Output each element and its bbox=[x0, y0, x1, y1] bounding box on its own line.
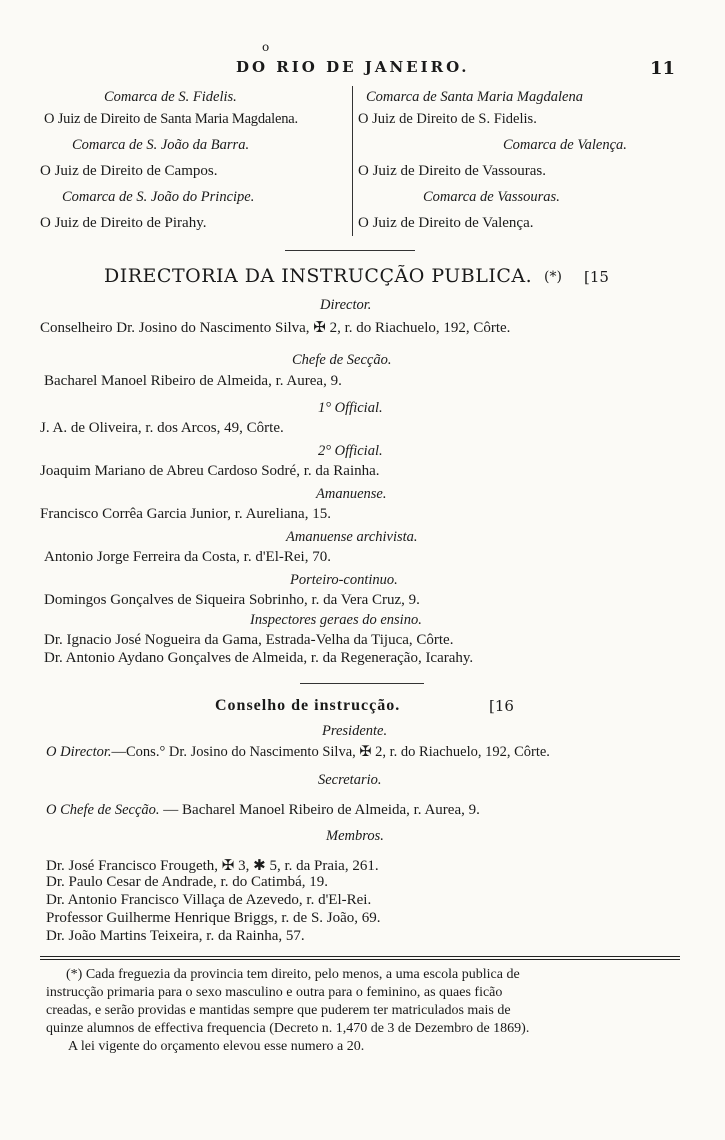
membro-entry: Dr. Paulo Cesar de Andrade, r. do Catimbá, 19. bbox=[46, 874, 329, 890]
person-entry: Domingos Gonçalves de Siqueira Sobrinho, r. da Vera Cruz, 9. bbox=[44, 592, 420, 608]
comarca-judge: O Juiz de Direito de Pirahy. bbox=[40, 215, 207, 231]
footnote-line: quinze alumnos de effectiva frequencia (Decreto n. 1,470 de 3 de Dezembro de 1869). bbox=[46, 1021, 530, 1036]
footnote-line: (*) Cada freguezia da provincia tem direito, pelo menos, a uma escola publica de bbox=[66, 967, 520, 982]
role-heading: Amanuense. bbox=[316, 486, 387, 502]
footnote-line: A lei vigente do orçamento elevou esse numero a 20. bbox=[68, 1039, 365, 1054]
directoria-title: DIRECTORIA DA INSTRUCÇÃO PUBLICA. bbox=[104, 265, 533, 287]
presidente-text: —Cons.° Dr. Josino do Nascimento Silva, ✠ 2, r. do Riachuelo, 192, Côrte. bbox=[111, 744, 550, 760]
comarca-heading: Comarca de Valença. bbox=[503, 137, 627, 153]
inspector-entry: Dr. Ignacio José Nogueira da Gama, Estrada-Velha da Tijuca, Côrte. bbox=[44, 632, 454, 648]
comarca-heading: Comarca de Vassouras. bbox=[423, 189, 560, 205]
section-reference: [15 bbox=[584, 268, 609, 286]
comarca-heading: Comarca de S. João da Barra. bbox=[72, 137, 250, 153]
section-rule bbox=[300, 683, 424, 684]
person-entry: Antonio Jorge Ferreira da Costa, r. d'El-Rei, 70. bbox=[44, 549, 331, 565]
person-entry: Bacharel Manoel Ribeiro de Almeida, r. Aurea, 9. bbox=[44, 373, 342, 389]
section-rule bbox=[285, 250, 415, 251]
role-heading: 2° Official. bbox=[318, 443, 383, 459]
membro-entry: Dr. José Francisco Frougeth, ✠ 3, ✱ 5, r. da Praia, 261. bbox=[46, 858, 379, 874]
role-heading: Secretario. bbox=[318, 772, 382, 788]
footnote-rule bbox=[40, 959, 680, 960]
secretario-entry bbox=[46, 802, 480, 819]
inspector-entry: Dr. Antonio Aydano Gonçalves de Almeida, r. da Regeneração, Icarahy. bbox=[44, 650, 474, 666]
comarca-judge: O Juiz de Direito de S. Fidelis. bbox=[358, 111, 537, 127]
footnote-reference: (*) bbox=[544, 269, 562, 285]
comarca-heading: Comarca de Santa Maria Magdalena bbox=[366, 89, 583, 105]
role-heading: Porteiro-continuo. bbox=[290, 572, 398, 588]
secretario-text: — Bacharel Manoel Ribeiro de Almeida, r. Aurea, 9. bbox=[159, 802, 480, 818]
role-heading: 1° Official. bbox=[318, 400, 383, 416]
page-number: 11 bbox=[650, 58, 676, 79]
role-heading: Amanuense archivista. bbox=[286, 529, 418, 545]
person-entry: Joaquim Mariano de Abreu Cardoso Sodré, r. da Rainha. bbox=[40, 463, 380, 479]
person-entry: Conselheiro Dr. Josino do Nascimento Silva, ✠ 2, r. do Riachuelo, 192, Côrte. bbox=[40, 320, 511, 336]
membro-entry: Dr. Antonio Francisco Villaça de Azevedo, r. d'El-Rei. bbox=[46, 892, 372, 908]
conselho-title: Conselho de instrucção. bbox=[215, 697, 401, 714]
person-entry: Francisco Corrêa Garcia Junior, r. Aureliana, 15. bbox=[40, 506, 331, 522]
section-reference: [16 bbox=[489, 697, 514, 715]
role-heading: Director. bbox=[320, 297, 372, 313]
comarca-heading: Comarca de S. Fidelis. bbox=[104, 89, 237, 105]
comarca-heading: Comarca de S. João do Principe. bbox=[62, 189, 255, 205]
secretario-role: O Chefe de Secção. bbox=[46, 802, 160, 818]
comarca-judge: O Juiz de Direito de Santa Maria Magdalena. bbox=[44, 111, 298, 127]
inspectores-heading: Inspectores geraes do ensino. bbox=[250, 612, 422, 628]
role-heading: Chefe de Secção. bbox=[292, 352, 392, 368]
role-heading: Membros. bbox=[326, 828, 384, 844]
header-ornament: o bbox=[262, 40, 270, 54]
person-entry: J. A. de Oliveira, r. dos Arcos, 49, Côrte. bbox=[40, 420, 284, 436]
footnote-line: instrucção primaria para o sexo masculino e outra para o feminino, as quaes ficão bbox=[46, 985, 503, 1000]
column-divider bbox=[352, 86, 353, 236]
footnote-line: creadas, e serão providas e mantidas sempre que puderem ter matriculados mais de bbox=[46, 1003, 511, 1018]
comarca-judge: O Juiz de Direito de Vassouras. bbox=[358, 163, 547, 179]
membro-entry: Professor Guilherme Henrique Briggs, r. de S. João, 69. bbox=[46, 910, 381, 926]
comarca-judge: O Juiz de Direito de Valença. bbox=[358, 215, 534, 231]
presidente-role: O Director. bbox=[46, 744, 112, 760]
role-heading: Presidente. bbox=[322, 723, 388, 739]
presidente-entry bbox=[46, 744, 550, 761]
running-title: DO RIO DE JANEIRO. bbox=[236, 58, 470, 76]
membro-entry: Dr. João Martins Teixeira, r. da Rainha, 57. bbox=[46, 928, 305, 944]
comarca-judge: O Juiz de Direito de Campos. bbox=[40, 163, 218, 179]
footnote-rule bbox=[40, 956, 680, 957]
